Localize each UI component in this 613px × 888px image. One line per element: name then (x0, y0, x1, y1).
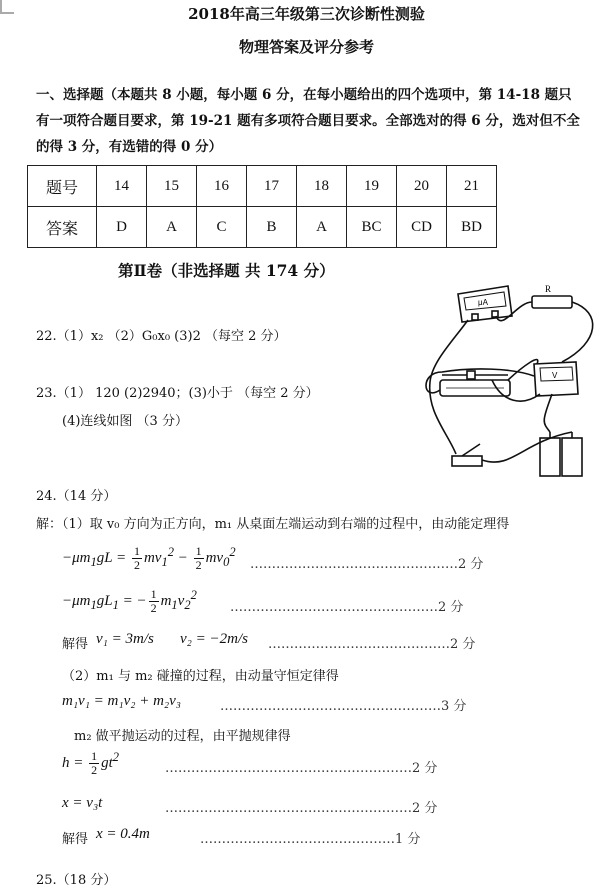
equation-7-lead: 解得 (62, 832, 89, 847)
equation-2: $-\mu m_1gL_1$ = − $\frac{1}{2}$ $m_1v_2^2$ (62, 587, 197, 616)
answer-table-cell: 15 (147, 166, 197, 207)
q25-heading: 25.（18 分） (36, 873, 117, 888)
equation-3b: v₂ = −2m/s (180, 631, 248, 647)
answer-table-cell: 19 (347, 166, 397, 207)
equation-1-score: …………………………………………2 分 (250, 557, 484, 572)
equation-6-score: …………………………………………………2 分 (165, 801, 438, 816)
equation-3-score: ……………………………………2 分 (268, 637, 476, 652)
circuit-diagram (412, 272, 610, 490)
answer-table-cell: BD (447, 207, 497, 248)
section1-instructions: 一、选择题（本题共 8 小题，每小题 6 分，在每小题给出的四个选项中，第 14-18 题只有一项符合题目要求，第 19-21 题有多项符合题目要求。全部选对的得 6 分，选对但不全的得 3 分，有选错的得 0 分） (36, 87, 580, 155)
equation-4: m₁v₁ = m₁v₂ + m₂v₃ (62, 693, 182, 709)
answer-table-cell: C (197, 207, 247, 248)
page-title: 2018年高三年级第三次诊断性测验 (188, 5, 425, 23)
answer-table-cell: D (97, 207, 147, 248)
q22-answer: 22.（1）x₂ （2）G₀x₀ (3)2 （每空 2 分） (36, 329, 287, 344)
answer-table-cell: A (147, 207, 197, 248)
answer-table-cell: BC (347, 207, 397, 248)
answer-table-cell: 21 (447, 166, 497, 207)
answer-table-cell: 17 (247, 166, 297, 207)
q24-heading: 24.（14 分） (36, 489, 117, 504)
q24-part2-text: （2）m₁ 与 m₂ 碰撞的过程，由动量守恒定律得 (62, 669, 339, 684)
answer-table-number-row (28, 166, 497, 207)
equation-5-score: …………………………………………………2 分 (165, 761, 438, 776)
answer-table-cell: B (247, 207, 297, 248)
answer-table-cell: 18 (297, 166, 347, 207)
answer-table-cell: 14 (97, 166, 147, 207)
q24-intro: 解：（1）取 v₀ 方向为正方向，m₁ 从桌面左端运动到右端的过程中，由动能定理得 (36, 517, 510, 532)
part2-title: 第Ⅱ卷（非选择题 共 174 分） (118, 261, 335, 280)
answer-table-cell: 20 (397, 166, 447, 207)
equation-3a: v₁ = 3m/s (96, 631, 154, 647)
answer-table-row-label: 题号 (28, 166, 97, 207)
q24-part3-text: m₂ 做平抛运动的过程，由平抛规律得 (74, 729, 291, 744)
equation-7-score: ………………………………………1 分 (200, 832, 421, 847)
resistor-label: R (545, 284, 552, 294)
equation-2-score: …………………………………………2 分 (230, 600, 464, 615)
answer-table-cell: 16 (197, 166, 247, 207)
voltmeter-label: V (552, 371, 558, 380)
answer-table-cell: CD (397, 207, 447, 248)
answer-table-cell: A (297, 207, 347, 248)
answer-table-answer-row (28, 207, 497, 248)
q23-answer-line1: 23.（1） 120 (2)2940；(3)小于 （每空 2 分） (36, 386, 319, 401)
q23-answer-line2: (4)连线如图 （3 分） (62, 414, 188, 429)
equation-6: x = v₃t (62, 795, 103, 811)
equation-3-lead: 解得 (62, 637, 89, 652)
equation-1: $-\mu m_1gL$ = $\frac{1}{2}$ $mv_1^2$ − $\frac{1}{2}$ $mv_0^2$ (62, 544, 236, 573)
equation-5: h = $\frac{1}{2}$ $gt^2$ (62, 749, 120, 778)
battery-icon (540, 438, 560, 476)
page-subtitle: 物理答案及评分参考 (238, 38, 374, 56)
resistor-icon (532, 296, 572, 308)
switch-icon (452, 456, 482, 466)
equation-4-score: ……………………………………………3 分 (220, 699, 467, 714)
answer-table (27, 165, 497, 248)
equation-7: x = 0.4m (96, 826, 150, 842)
microammeter-label: μA (478, 298, 488, 307)
answer-table-row-label: 答案 (28, 207, 97, 248)
